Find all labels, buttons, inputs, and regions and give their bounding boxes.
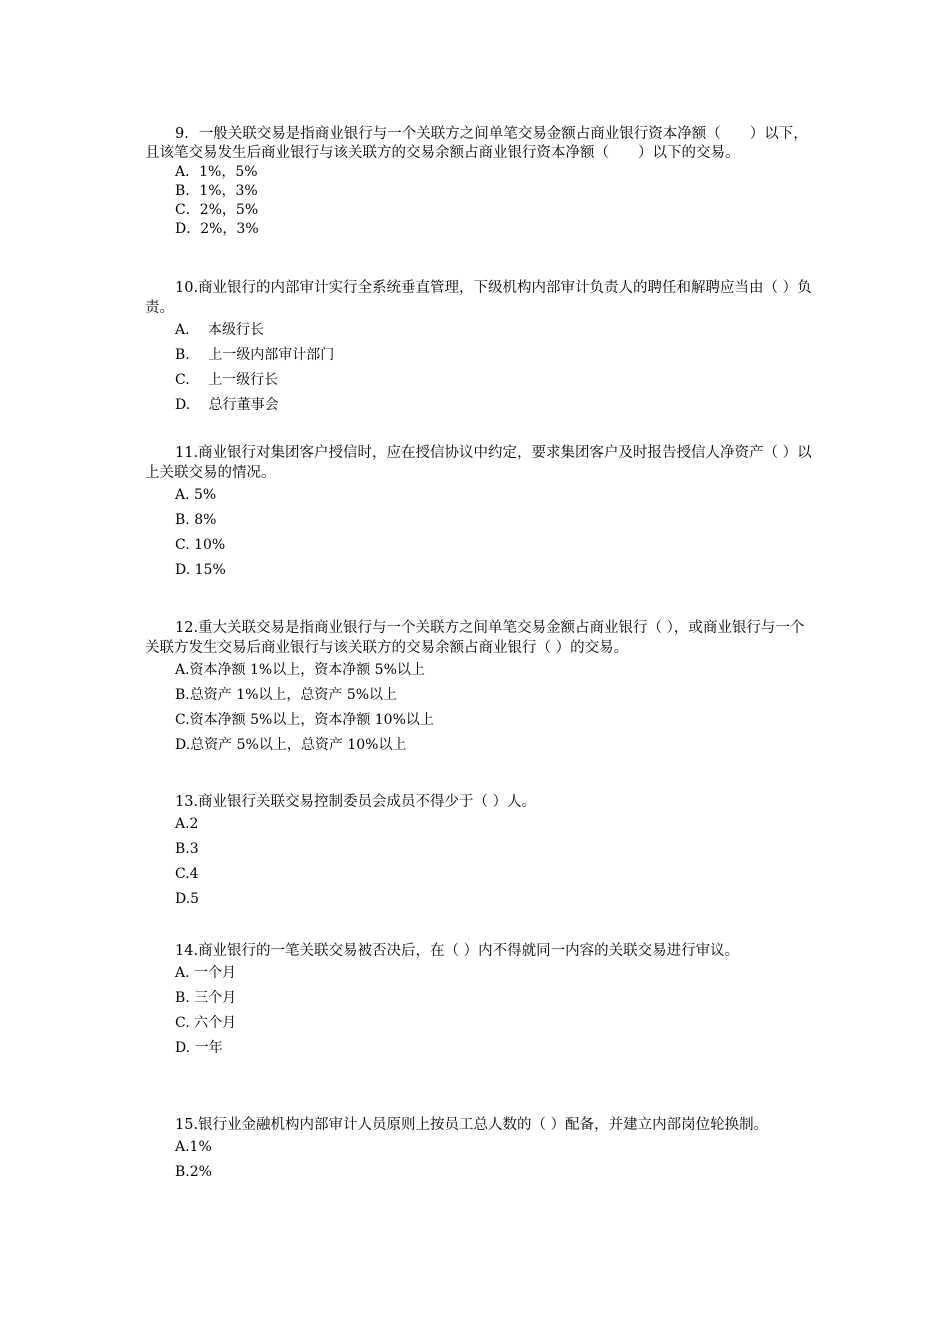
option-c: C.资本净额 5%以上，资本净额 10%以上 — [175, 712, 434, 728]
option-c: C.4 — [175, 866, 199, 882]
option-list — [145, 1135, 815, 1185]
question-13 — [145, 792, 815, 912]
option-c: C．2%，5% — [175, 202, 259, 218]
option-b: B.3 — [175, 841, 199, 857]
question-10 — [145, 278, 815, 418]
question-14 — [145, 941, 815, 1061]
question-stem: 14.商业银行的一笔关联交易被否决后，在（ ）内不得就同一内容的关联交易进行审议。 — [175, 943, 740, 959]
question-stem: 11.商业银行对集团客户授信时，应在授信协议中约定，要求集团客户及时报告授信人净资产（ ）以上关联交易的情况。 — [145, 445, 812, 481]
option-a: A. 本级行长 — [175, 322, 265, 338]
option-c: C. 上一级行长 — [175, 372, 279, 388]
question-stem: 10.商业银行的内部审计实行全系统垂直管理，下级机构内部审计负责人的聘任和解聘应当由（ ）负责。 — [145, 280, 812, 316]
option-list — [145, 318, 815, 418]
option-b: B．1%，3% — [175, 183, 258, 199]
option-list — [145, 961, 815, 1061]
question-stem: 12.重大关联交易是指商业银行与一个关联方之间单笔交易金额占商业银行（ ），或商业银行与一个关联方发生交易后商业银行与该关联方的交易余额占商业银行（ ）的交易。 — [145, 620, 805, 656]
option-b: B.总资产 1%以上，总资产 5%以上 — [175, 687, 398, 703]
option-list — [145, 163, 815, 239]
option-d: D.总资产 5%以上，总资产 10%以上 — [175, 737, 407, 753]
option-list — [145, 658, 815, 758]
question-stem: 9．一般关联交易是指商业银行与一个关联方之间单笔交易金额占商业银行资本净额（ ）以下，且该笔交易发生后商业银行与该关联方的交易余额占商业银行资本净额（ ）以下的交易。 — [145, 126, 808, 161]
option-a: A. 5% — [175, 487, 217, 503]
option-b: B. 上一级内部审计部门 — [175, 347, 335, 363]
question-11 — [145, 443, 815, 583]
option-a: A.1% — [175, 1139, 212, 1155]
question-9 — [145, 125, 815, 239]
option-a: A.资本净额 1%以上，资本净额 5%以上 — [175, 662, 425, 678]
option-b: B. 三个月 — [175, 990, 237, 1006]
option-d: D.5 — [175, 891, 200, 907]
option-d: D．2%，3% — [175, 221, 259, 237]
option-d: D. 总行董事会 — [175, 397, 279, 413]
option-a: A. 一个月 — [175, 965, 237, 981]
option-b: B. 8% — [175, 512, 217, 528]
question-stem: 13.商业银行关联交易控制委员会成员不得少于（ ）人。 — [175, 794, 537, 810]
option-c: C. 六个月 — [175, 1015, 237, 1031]
option-a: A．1%，5% — [175, 164, 258, 180]
option-d: D. 一年 — [175, 1040, 223, 1056]
option-c: C. 10% — [175, 537, 226, 553]
question-stem: 15.银行业金融机构内部审计人员原则上按员工总人数的（ ）配备，并建立内部岗位轮换制。 — [175, 1117, 769, 1133]
option-a: A.2 — [175, 816, 199, 832]
question-12 — [145, 618, 815, 758]
option-d: D. 15% — [175, 562, 226, 578]
option-list — [145, 812, 815, 912]
option-list — [145, 483, 815, 583]
question-15 — [145, 1115, 815, 1185]
option-b: B.2% — [175, 1164, 212, 1180]
